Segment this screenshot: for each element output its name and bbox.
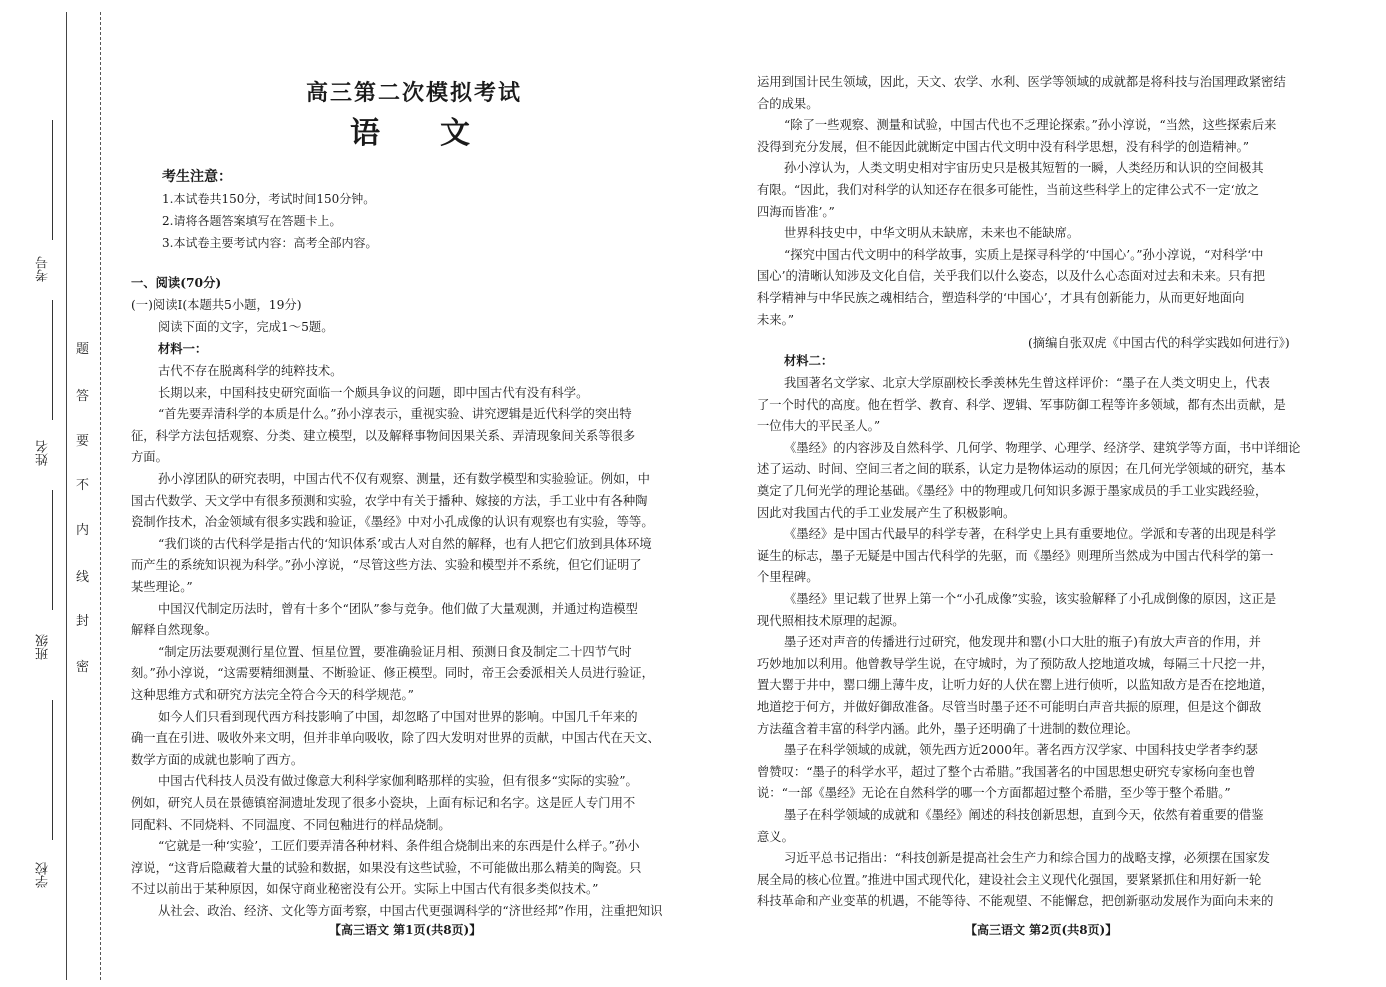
- seal-char: 要: [76, 434, 90, 449]
- text-line: “首先要弄清科学的本质是什么。”孙小淳表示，重视实验、讲究逻辑是近代科学的突出特: [158, 407, 632, 422]
- text-line: 了一个时代的高度。他在哲学、教育、科学、逻辑、军事防御工程等许多领域，都有杰出贡献，是: [757, 397, 1286, 412]
- text-line: 奠定了几何光学的理论基础。《墨经》中的物理或几何知识多源于墨家成员的手工业实践经验，: [757, 484, 1268, 498]
- field-line-banji: [52, 490, 53, 610]
- text-line: “探究中国古代文明中的科学故事，实质上是探寻科学的‘中国心’。”孙小淳说，“对科学‘中: [784, 247, 1264, 262]
- text-line: 未来。”: [757, 312, 795, 327]
- text-line: 合的成果。: [757, 96, 819, 111]
- text-line: 置大罂于井中，罂口绷上薄牛皮，让听力好的人伏在罂上进行侦听，以监知敌方是否在挖地道，: [757, 678, 1274, 693]
- text-line: 述了运动、时间、空间三者之间的联系，认定力是物体运动的原因；在几何光学领域的研究，基本: [757, 462, 1286, 477]
- text-line: 没得到充分发展，但不能因此就断定中国古代文明中没有科学思想，没有科学的创造精神。”: [757, 139, 1250, 154]
- text-line: 而产生的系统知识视为科学。”孙小淳说，“尽管这些方法、实验和模型并不系统，但它们证明了: [131, 558, 642, 573]
- text-line: 从社会、政治、经济、文化等方面考察，中国古代更强调科学的“济世经邦”作用，注重把知识: [158, 904, 663, 918]
- field-label-xuexiao: 学校: [36, 862, 51, 888]
- text-line: 诞生的标志，墨子无疑是中国古代科学的先驱，而《墨经》则理所当然成为中国古代科学的第一: [757, 548, 1274, 563]
- text-line: 刻。”孙小淳说，“这需要精细测量、不断验证、修正模型。同时，帝王会委派相关人员进行验证，: [131, 666, 654, 681]
- text-line: 说：“一部《墨经》无论在自然科学的哪一个方面都超过整个希腊，至少等于整个希腊。”: [757, 786, 1231, 801]
- material-2-label: 材料二：: [784, 353, 834, 368]
- exam-subject: 语文: [350, 116, 530, 151]
- text-line: 地道挖于何方，并做好御敌准备。尽管当时墨子还不可能明白声音共振的原理，但是这个御敌: [757, 700, 1262, 714]
- text-line: 科学精神与中华民族之魂相结合，塑造科学的‘中国心’，才具有创新能力，从而更好地面向: [757, 291, 1245, 305]
- seal-char: 封: [76, 614, 90, 629]
- text-line: “它就是一种‘实验’，工匠们要弄清各种材料、条件组合烧制出来的东西是什么样子。”孙小: [158, 839, 640, 854]
- seal-char: 不: [76, 478, 90, 493]
- text-line: 墨子在科学领域的成就，领先西方近2000年。著名西方汉学家、中国科技史学者李约瑟: [784, 743, 1258, 758]
- text-line: 运用到国计民生领域，因此，天文、农学、水利、医学等领域的成就都是将科技与治国理政紧密结: [757, 75, 1286, 89]
- text-line: 淳说，“这背后隐藏着大量的试验和数据，如果没有这些试验，不可能做出那么精美的陶瓷。只: [131, 860, 642, 875]
- text-line: 个里程碑。: [757, 570, 819, 585]
- text-line: 方面。: [131, 450, 168, 465]
- subsection-heading: (一)阅读Ⅰ(本题共5小题，19分): [131, 298, 302, 312]
- exam-title: 高三第二次模拟考试: [306, 80, 523, 106]
- field-label-banji: 班级: [36, 634, 51, 660]
- text-line: 展全局的核心位置。”推进中国式现代化，建设社会主义现代化强国，要紧紧抓住和用好新一轮: [757, 872, 1262, 887]
- notice-item: 3.本试卷主要考试内容：高考全部内容。: [162, 236, 378, 250]
- text-line: 长期以来，中国科技史研究面临一个颇具争议的问题，即中国古代有没有科学。: [158, 385, 589, 400]
- seal-char: 答: [76, 389, 90, 404]
- text-line: 墨子在科学领域的成就和《墨经》阐述的科技创新思想，直到今天，依然有着重要的借鉴: [784, 808, 1264, 822]
- text-line: 有限。“因此，我们对科学的认知还存在很多可能性，当前这些科学上的定律公式不一定‘放之: [757, 183, 1260, 197]
- field-label-xingming: 姓名: [36, 440, 51, 466]
- notice-item: 1.本试卷共150分，考试时间150分钟。: [162, 192, 376, 206]
- text-line: 一位伟大的平民圣人。”: [757, 419, 881, 434]
- text-line: 同配料、不同烧料、不同温度、不同包釉进行的样品烧制。: [131, 817, 451, 832]
- text-line: 古代不存在脱离科学的纯粹技术。: [158, 364, 343, 378]
- text-line: 因此对我国古代的手工业发展产生了积极影响。: [757, 505, 1016, 520]
- binding-line-outer: [66, 12, 67, 980]
- text-line: 不过以前出于某种原因，如保守商业秘密没有公开。实际上中国古代有很多类似技术。”: [131, 882, 599, 897]
- text-line: “我们谈的古代科学是指古代的‘知识体系’或古人对自然的解释，也有人把它们放到具体环境: [158, 536, 652, 551]
- field-line-kaohao: [52, 120, 53, 240]
- seal-char: 密: [76, 660, 90, 675]
- field-line-xuexiao: [52, 700, 53, 840]
- citation: (摘编自张双虎《中国古代的科学实践如何进行》): [1028, 336, 1290, 350]
- text-line: 确一直在引进、吸收外来文明，但并非单向吸收，除了四大发明对世界的贡献，中国古代在天文、: [131, 731, 660, 746]
- seal-char: 内: [76, 523, 90, 538]
- text-line: 《墨经》是中国古代最早的科学专著，在科学史上具有重要地位。学派和专著的出现是科学: [784, 527, 1276, 542]
- text-line: 意义。: [757, 829, 794, 844]
- text-line: 世界科技史中，中华文明从未缺席，未来也不能缺席。: [784, 226, 1080, 241]
- field-label-kaohao: 考号: [36, 256, 51, 282]
- text-line: 孙小淳团队的研究表明，中国古代不仅有观察、测量，还有数学模型和实验验证。例如，中: [158, 472, 650, 486]
- binding-line-inner: [100, 12, 101, 980]
- text-line: 曾赞叹：“墨子的科学水平，超过了整个古希腊。”我国著名的中国思想史研究专家杨向奎也曾: [757, 764, 1256, 779]
- text-line: 《墨经》里记载了世界上第一个“小孔成像”实验，该实验解释了小孔成倒像的原因，这正是: [784, 592, 1277, 606]
- text-line: 例如，研究人员在景德镇窑洞遗址发现了很多小瓷块，上面有标记和名字。这是匠人专门用不: [131, 796, 636, 810]
- text-line: 我国著名文学家、北京大学原副校长季羡林先生曾这样评价：“墨子在人类文明史上，代表: [784, 376, 1270, 390]
- seal-char: 线: [76, 570, 90, 585]
- section-heading: 一、阅读(70分): [131, 275, 222, 290]
- field-line-xingming: [52, 300, 53, 420]
- text-line: 科技革命和产业变革的机遇，不能等待、不能观望、不能懈怠，把创新驱动发展作为面向未来的: [757, 894, 1274, 909]
- text-line: “制定历法要观测行星位置、恒星位置，要准确验证月相、预测日食及制定二十四节气时: [158, 644, 632, 659]
- notice-heading: 考生注意：: [162, 169, 232, 185]
- text-line: 数学方面的成就也影响了西方。: [131, 752, 304, 767]
- notice-item: 2.请将各题答案填写在答题卡上。: [162, 214, 342, 228]
- text-line: 《墨经》的内容涉及自然科学、几何学、物理学、心理学、经济学、建筑学等方面，书中详细论: [784, 440, 1301, 455]
- text-line: 中国汉代制定历法时，曾有十多个“团队”参与竞争。他们做了大量观测，并通过构造模型: [158, 601, 638, 616]
- text-line: 如今人们只看到现代西方科技影响了中国，却忽略了中国对世界的影响。中国几千年来的: [158, 709, 638, 724]
- text-line: 征，科学方法包括观察、分类、建立模型，以及解释事物间因果关系、弄清现象间关系等很多: [131, 428, 636, 443]
- text-line: 墨子还对声音的传播进行过研究，他发现井和罂(小口大肚的瓶子)有放大声音的作用，并: [784, 635, 1261, 650]
- text-line: 瓷制作技术，冶金领域有很多实践和验证，《墨经》中对小孔成像的认识有观察也有实验，等等。: [131, 515, 654, 530]
- text-line: 现代照相技术原理的起源。: [757, 613, 905, 628]
- text-line: “除了一些观察、测量和试验，中国古代也不乏理论探索。”孙小淳说，“当然，这些探索后来: [784, 118, 1277, 133]
- text-line: 国心’的清晰认知涉及文化自信，关乎我们以什么姿态，以及什么心态面对过去和未来。只有把: [757, 269, 1266, 284]
- instruction: 阅读下面的文字，完成1～5题。: [158, 320, 334, 334]
- text-line: 某些理论。”: [131, 580, 193, 594]
- page-2-footer: 【高三语文 第2页(共8页)】: [965, 923, 1118, 937]
- material-1-label: 材料一：: [158, 341, 208, 356]
- text-line: 解释自然现象。: [131, 623, 218, 638]
- text-line: 国古代数学、天文学中有很多预测和实验，农学中有关于播种、嫁接的方法，手工业中有各种陶: [131, 493, 648, 508]
- text-line: 孙小淳认为，人类文明史相对宇宙历史只是极其短暂的一瞬，人类经历和认识的空间极其: [784, 161, 1264, 176]
- text-line: 方法蕴含着丰富的科学内涵。此外，墨子还明确了十进制的数位理论。: [757, 721, 1139, 736]
- page-1-footer: 【高三语文 第1页(共8页)】: [329, 923, 482, 937]
- text-line: 这种思维方式和研究方法完全符合今天的科学规范。”: [131, 688, 414, 702]
- text-line: 中国古代科技人员没有做过像意大利科学家伽利略那样的实验，但有很多“实际的实验”。: [158, 774, 638, 789]
- text-line: 四海而皆准’。”: [757, 204, 835, 219]
- seal-char: 题: [76, 342, 90, 357]
- text-line: 巧妙地加以利用。他曾教导学生说，在守城时，为了预防敌人挖地道攻城，每隔三十尺挖一井，: [757, 656, 1274, 671]
- text-line: 习近平总书记指出：“科技创新是提高社会生产力和综合国力的战略支撑，必须摆在国家发: [784, 851, 1270, 866]
